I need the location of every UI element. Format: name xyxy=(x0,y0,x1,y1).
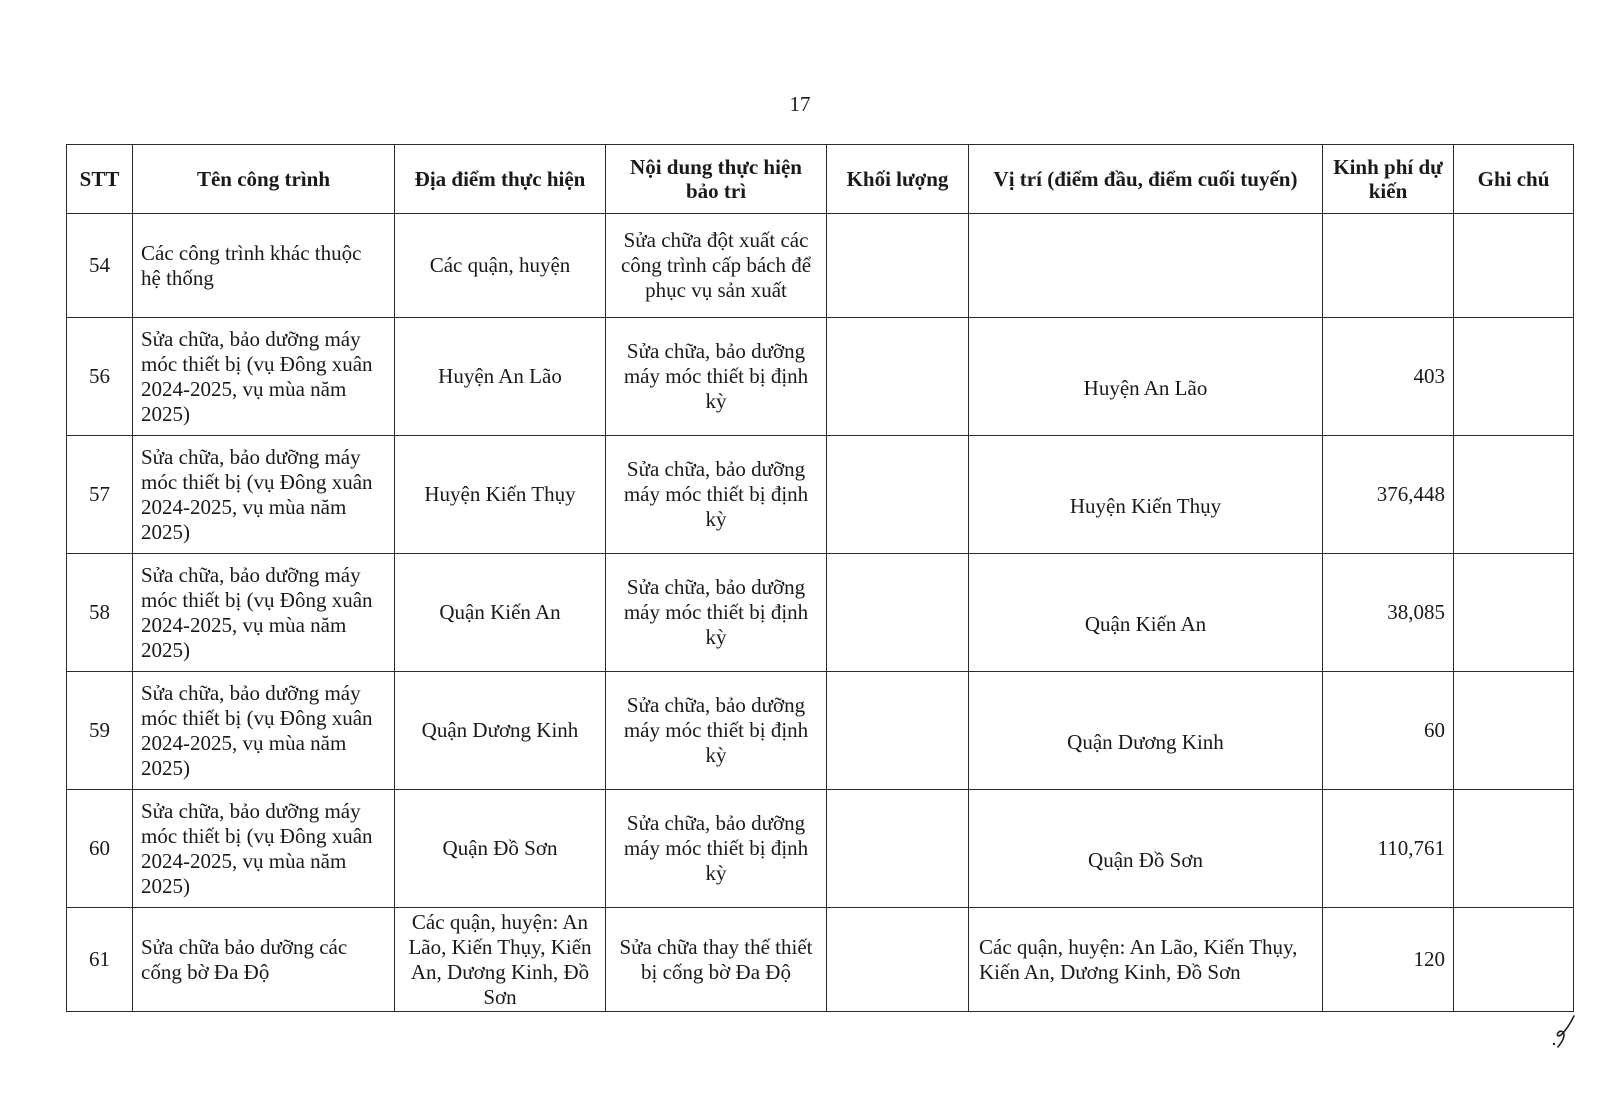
cell-volume xyxy=(827,790,969,908)
maintenance-table xyxy=(66,144,1574,1012)
handwritten-initial-mark xyxy=(1552,1014,1578,1050)
cell-position xyxy=(969,318,1323,436)
cell-name: Sửa chữa, bảo dưỡng máy móc thiết bị (vụ Đông xuân 2024-2025, vụ mùa năm 2025) xyxy=(133,318,395,436)
table-row xyxy=(67,554,1574,672)
cell-place: Huyện Kiến Thụy xyxy=(395,436,606,554)
header-position: Vị trí (điểm đầu, điểm cuối tuyến) xyxy=(969,145,1323,214)
position-text: Huyện An Lão xyxy=(1083,376,1208,400)
cell-cost: 403 xyxy=(1323,318,1454,436)
cell-name: Sửa chữa, bảo dưỡng máy móc thiết bị (vụ Đông xuân 2024-2025, vụ mùa năm 2025) xyxy=(133,436,395,554)
cell-place: Huyện An Lão xyxy=(395,318,606,436)
table-row xyxy=(67,908,1574,1012)
cell-cost xyxy=(1323,214,1454,318)
cell-content: Sửa chữa, bảo dưỡng máy móc thiết bị định kỳ xyxy=(606,436,827,554)
cell-note xyxy=(1454,554,1574,672)
header-place: Địa điểm thực hiện xyxy=(395,145,606,214)
cell-note xyxy=(1454,436,1574,554)
cell-name: Sửa chữa bảo dưỡng các cống bờ Đa Độ xyxy=(133,908,395,1012)
cell-volume xyxy=(827,214,969,318)
cell-position xyxy=(969,214,1323,318)
table-row xyxy=(67,790,1574,908)
cell-content: Sửa chữa, bảo dưỡng máy móc thiết bị định kỳ xyxy=(606,554,827,672)
table-row xyxy=(67,436,1574,554)
cell-place: Quận Đồ Sơn xyxy=(395,790,606,908)
cell-content: Sửa chữa đột xuất các công trình cấp bách để phục vụ sản xuất xyxy=(606,214,827,318)
cell-position xyxy=(969,436,1323,554)
cell-cost: 110,761 xyxy=(1323,790,1454,908)
cell-stt: 59 xyxy=(67,672,133,790)
cell-place: Các quận, huyện: An Lão, Kiến Thụy, Kiến An, Dương Kinh, Đồ Sơn xyxy=(395,908,606,1012)
cell-stt: 57 xyxy=(67,436,133,554)
cell-place: Quận Dương Kinh xyxy=(395,672,606,790)
cell-note xyxy=(1454,214,1574,318)
cell-position xyxy=(969,790,1323,908)
cell-cost: 376,448 xyxy=(1323,436,1454,554)
cell-place: Các quận, huyện xyxy=(395,214,606,318)
header-note: Ghi chú xyxy=(1454,145,1574,214)
cell-name: Sửa chữa, bảo dưỡng máy móc thiết bị (vụ Đông xuân 2024-2025, vụ mùa năm 2025) xyxy=(133,672,395,790)
cell-content: Sửa chữa, bảo dưỡng máy móc thiết bị định kỳ xyxy=(606,672,827,790)
cell-stt: 58 xyxy=(67,554,133,672)
cell-name: Sửa chữa, bảo dưỡng máy móc thiết bị (vụ Đông xuân 2024-2025, vụ mùa năm 2025) xyxy=(133,790,395,908)
cell-name: Các công trình khác thuộc hệ thống xyxy=(133,214,395,318)
cell-content: Sửa chữa thay thế thiết bị cống bờ Đa Độ xyxy=(606,908,827,1012)
page-number: 17 xyxy=(789,92,811,116)
cell-place: Quận Kiến An xyxy=(395,554,606,672)
cell-stt: 56 xyxy=(67,318,133,436)
cell-note xyxy=(1454,790,1574,908)
cell-content: Sửa chữa, bảo dưỡng máy móc thiết bị định kỳ xyxy=(606,318,827,436)
position-text: Quận Kiến An xyxy=(1084,612,1207,636)
cell-stt: 54 xyxy=(67,214,133,318)
cell-cost: 60 xyxy=(1323,672,1454,790)
cell-stt: 61 xyxy=(67,908,133,1012)
table-header-row xyxy=(67,145,1574,214)
position-text: Quận Dương Kinh xyxy=(1067,730,1224,754)
cell-content: Sửa chữa, bảo dưỡng máy móc thiết bị định kỳ xyxy=(606,790,827,908)
header-content: Nội dung thực hiện bảo trì xyxy=(606,145,827,214)
header-cost: Kinh phí dự kiến xyxy=(1323,145,1454,214)
cell-note xyxy=(1454,672,1574,790)
table-row xyxy=(67,214,1574,318)
table-row xyxy=(67,672,1574,790)
cell-name: Sửa chữa, bảo dưỡng máy móc thiết bị (vụ Đông xuân 2024-2025, vụ mùa năm 2025) xyxy=(133,554,395,672)
cell-volume xyxy=(827,672,969,790)
table-row xyxy=(67,318,1574,436)
cell-volume xyxy=(827,554,969,672)
cell-cost: 120 xyxy=(1323,908,1454,1012)
cell-volume xyxy=(827,318,969,436)
cell-volume xyxy=(827,436,969,554)
cell-stt: 60 xyxy=(67,790,133,908)
cell-position xyxy=(969,554,1323,672)
cell-volume xyxy=(827,908,969,1012)
header-stt: STT xyxy=(67,145,133,214)
cell-position: Các quận, huyện: An Lão, Kiến Thụy, Kiến An, Dương Kinh, Đồ Sơn xyxy=(969,908,1323,1012)
cell-note xyxy=(1454,908,1574,1012)
position-text: Quận Đồ Sơn xyxy=(1088,848,1203,872)
cell-position xyxy=(969,672,1323,790)
header-name: Tên công trình xyxy=(133,145,395,214)
cell-note xyxy=(1454,318,1574,436)
header-volume: Khối lượng xyxy=(827,145,969,214)
cell-cost: 38,085 xyxy=(1323,554,1454,672)
position-text: Huyện Kiến Thụy xyxy=(1069,494,1222,518)
